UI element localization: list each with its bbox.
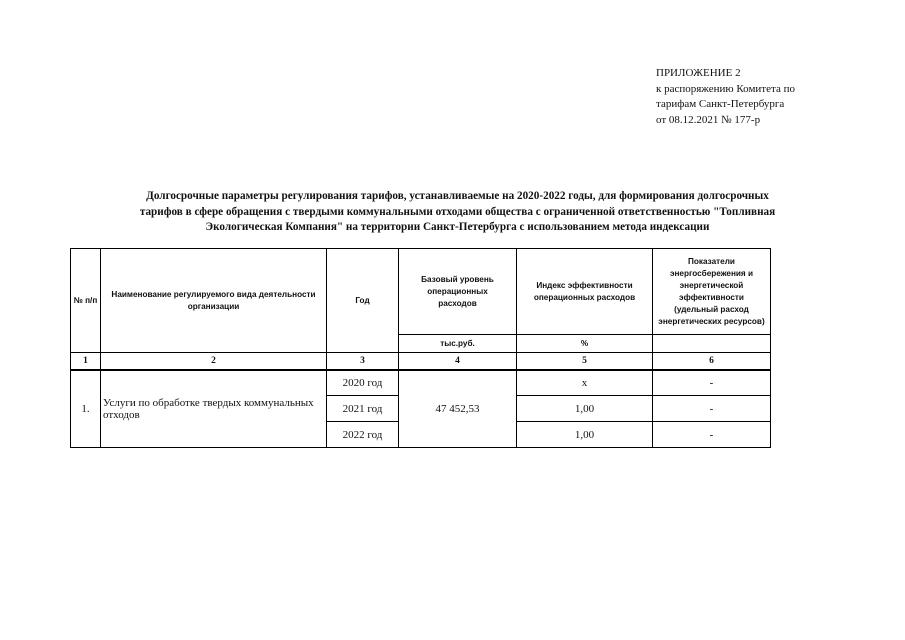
row-year-2020: 2020 год [327, 370, 399, 396]
title-line-2: тарифов в сфере обращения с твердыми коммунальными отходами общества с ограниченной ответственностью "Топливная [139, 205, 776, 218]
appendix-line-4: от 08.12.2021 № 177-р [656, 113, 761, 126]
appendix-block [656, 66, 856, 128]
header-year: Год [327, 249, 399, 353]
row-index-2020: х [517, 370, 653, 396]
appendix-line-1: ПРИЛОЖЕНИЕ 2 [656, 67, 741, 79]
header-index: Индекс эффективности операционных расходов [517, 249, 653, 335]
table-row [71, 370, 771, 396]
row-energy-2022: - [653, 422, 771, 448]
row-energy-2020: - [653, 370, 771, 396]
col-number-2: 2 [101, 353, 327, 370]
document-title [60, 189, 855, 236]
header-energy: Показатели энергосбережения и энергетической эффективности (удельный расход энергетических ресурсов) [653, 249, 771, 335]
unit-index: % [517, 335, 653, 353]
header-num: № п/п [71, 249, 101, 353]
unit-base: тыс.руб. [399, 335, 517, 353]
appendix-line-2: к распоряжению Комитета по [656, 82, 795, 95]
row-index-2021: 1,00 [517, 396, 653, 422]
tariff-parameters-table [70, 248, 771, 448]
row-name: Услуги по обработке твердых коммунальных отходов [101, 370, 327, 448]
title-line-3: Экологическая Компания" на территории Санкт-Петербурга с использованием метода индексации [205, 221, 710, 234]
header-base: Базовый уровень операционных расходов [399, 249, 517, 335]
column-numbers-row [71, 353, 771, 370]
appendix-line-3: тарифам Санкт-Петербурга [656, 98, 785, 110]
row-num: 1. [71, 370, 101, 448]
col-number-4: 4 [399, 353, 517, 370]
title-line-1: Долгосрочные параметры регулирования тарифов, устанавливаемые на 2020-2022 годы, для формирования долгосрочных [146, 190, 769, 202]
header-row [71, 249, 771, 335]
row-index-2022: 1,00 [517, 422, 653, 448]
row-base-value: 47 452,53 [399, 370, 517, 448]
row-energy-2021: - [653, 396, 771, 422]
col-number-1: 1 [71, 353, 101, 370]
col-number-5: 5 [517, 353, 653, 370]
row-year-2021: 2021 год [327, 396, 399, 422]
col-number-3: 3 [327, 353, 399, 370]
unit-energy [653, 335, 771, 353]
header-name: Наименование регулируемого вида деятельности организации [101, 249, 327, 353]
row-year-2022: 2022 год [327, 422, 399, 448]
col-number-6: 6 [653, 353, 771, 370]
